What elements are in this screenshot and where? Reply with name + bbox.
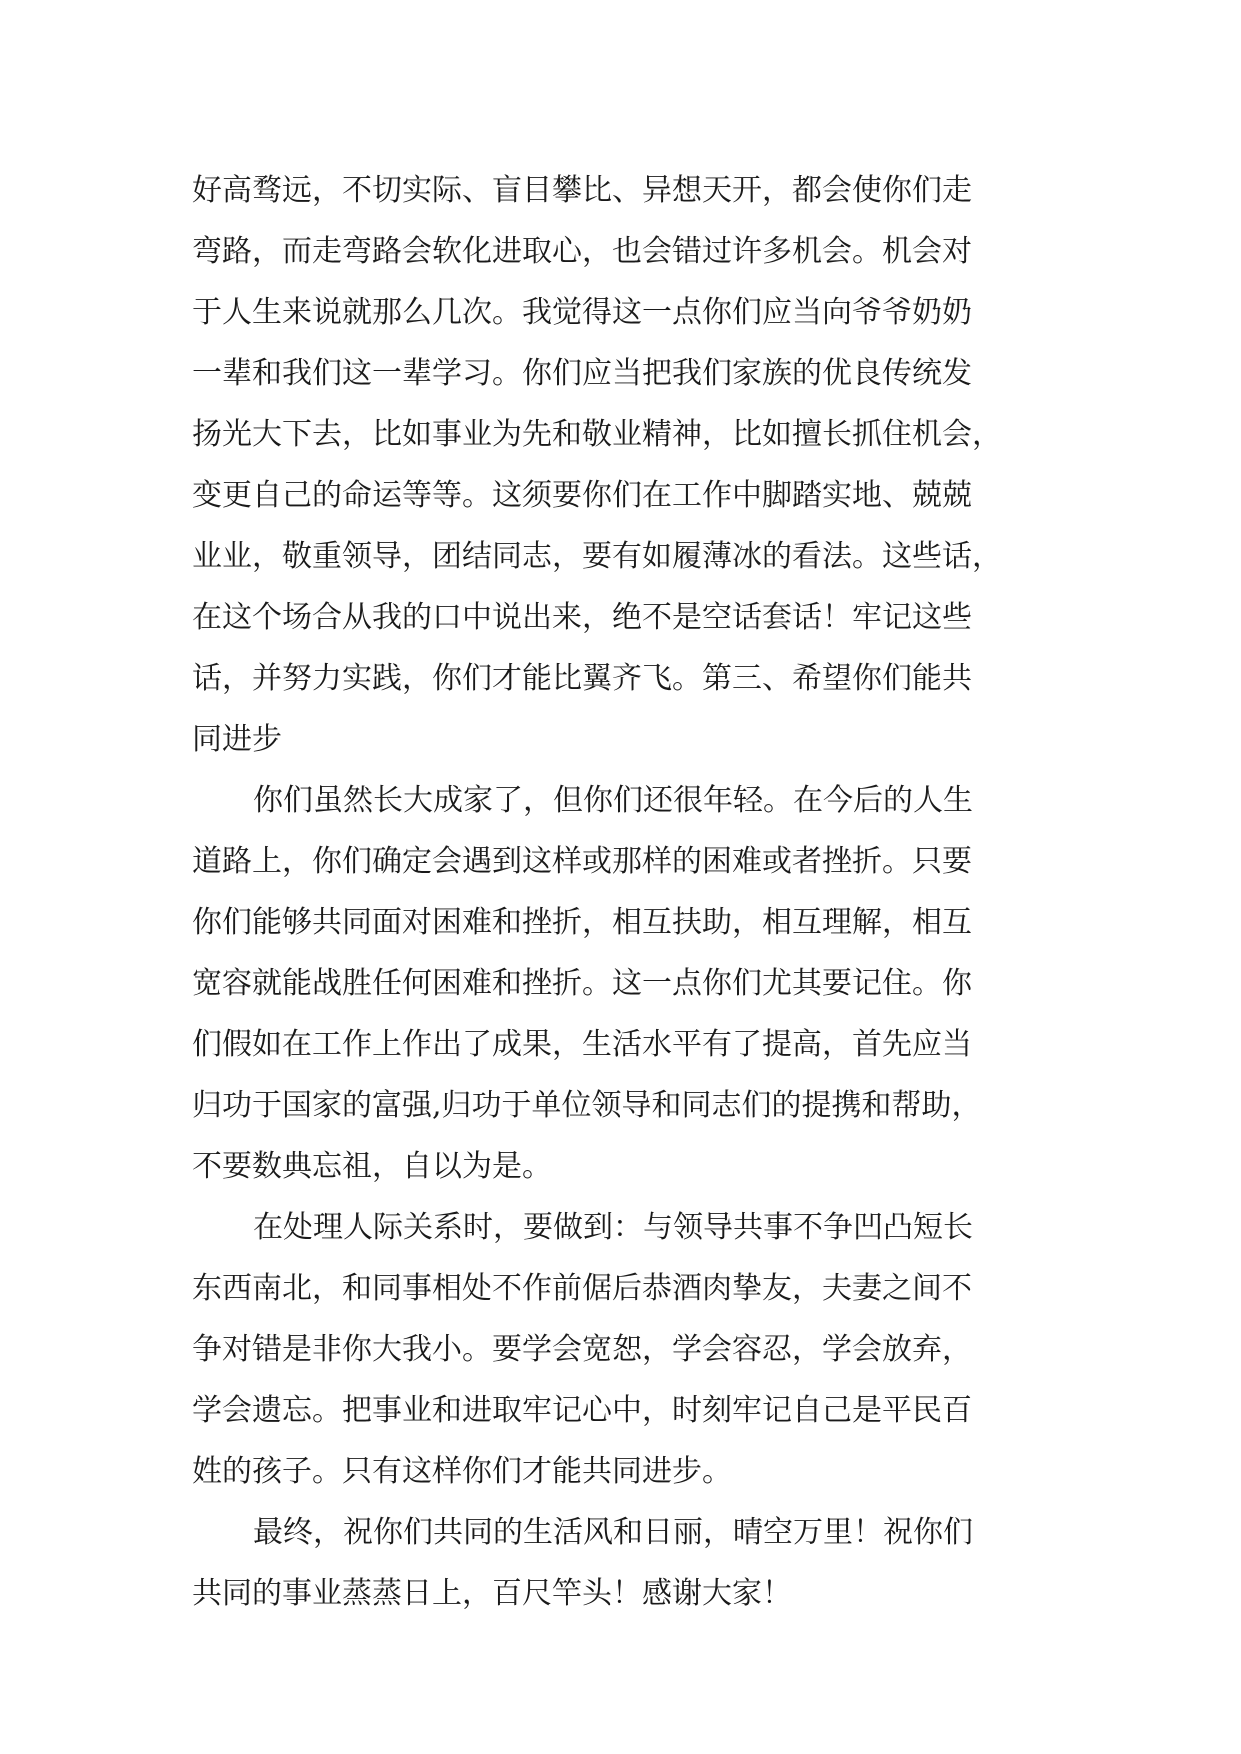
text-line: 学会遗忘。把事业和进取牢记心中，时刻牢记自己是平民百	[192, 1393, 972, 1428]
paragraph-first-line: 最终，祝你们共同的生活风和日丽，晴空万里！祝你们	[253, 1515, 973, 1550]
paragraph-first-line: 在处理人际关系时，要做到：与领导共事不争凹凸短长	[253, 1210, 973, 1245]
text-line: 在这个场合从我的口中说出来，绝不是空话套话！牢记这些	[192, 600, 972, 635]
text-line: 共同的事业蒸蒸日上，百尺竿头！感谢大家！	[192, 1576, 792, 1611]
text-line: 话，并努力实践，你们才能比翼齐飞。第三、希望你们能共	[192, 661, 972, 696]
text-line: 们假如在工作上作出了成果，生活水平有了提高，首先应当	[192, 1027, 972, 1062]
text-line: 一辈和我们这一辈学习。你们应当把我们家族的优良传统发	[192, 356, 972, 391]
text-line: 变更自己的命运等等。这须要你们在工作中脚踏实地、兢兢	[192, 478, 972, 513]
text-line: 同进步	[192, 722, 282, 757]
text-line: 宽容就能战胜任何困难和挫折。这一点你们尤其要记住。你	[192, 966, 972, 1001]
text-line: 东西南北，和同事相处不作前倨后恭酒肉挚友，夫妻之间不	[192, 1271, 972, 1306]
text-line: 弯路，而走弯路会软化进取心，也会错过许多机会。机会对	[192, 234, 972, 269]
document-body	[192, 160, 1052, 1624]
text-line: 不要数典忘祖，自以为是。	[192, 1149, 552, 1184]
text-line: 扬光大下去，比如事业为先和敬业精神，比如擅长抓住机会，	[192, 417, 1002, 452]
text-line: 好高骛远，不切实际、盲目攀比、异想天开，都会使你们走	[192, 173, 972, 208]
paragraph-first-line: 你们虽然长大成家了，但你们还很年轻。在今后的人生	[253, 783, 973, 818]
text-line: 争对错是非你大我小。要学会宽恕，学会容忍，学会放弃，	[192, 1332, 972, 1367]
text-line: 你们能够共同面对困难和挫折，相互扶助，相互理解，相互	[192, 905, 972, 940]
text-line: 于人生来说就那么几次。我觉得这一点你们应当向爷爷奶奶	[192, 295, 972, 330]
text-line: 道路上，你们确定会遇到这样或那样的困难或者挫折。只要	[192, 844, 972, 879]
text-line: 业业，敬重领导，团结同志，要有如履薄冰的看法。这些话，	[192, 539, 1002, 574]
text-line: 姓的孩子。只有这样你们才能共同进步。	[192, 1454, 732, 1489]
text-line: 归功于国家的富强,归功于单位领导和同志们的提携和帮助，	[192, 1088, 982, 1123]
